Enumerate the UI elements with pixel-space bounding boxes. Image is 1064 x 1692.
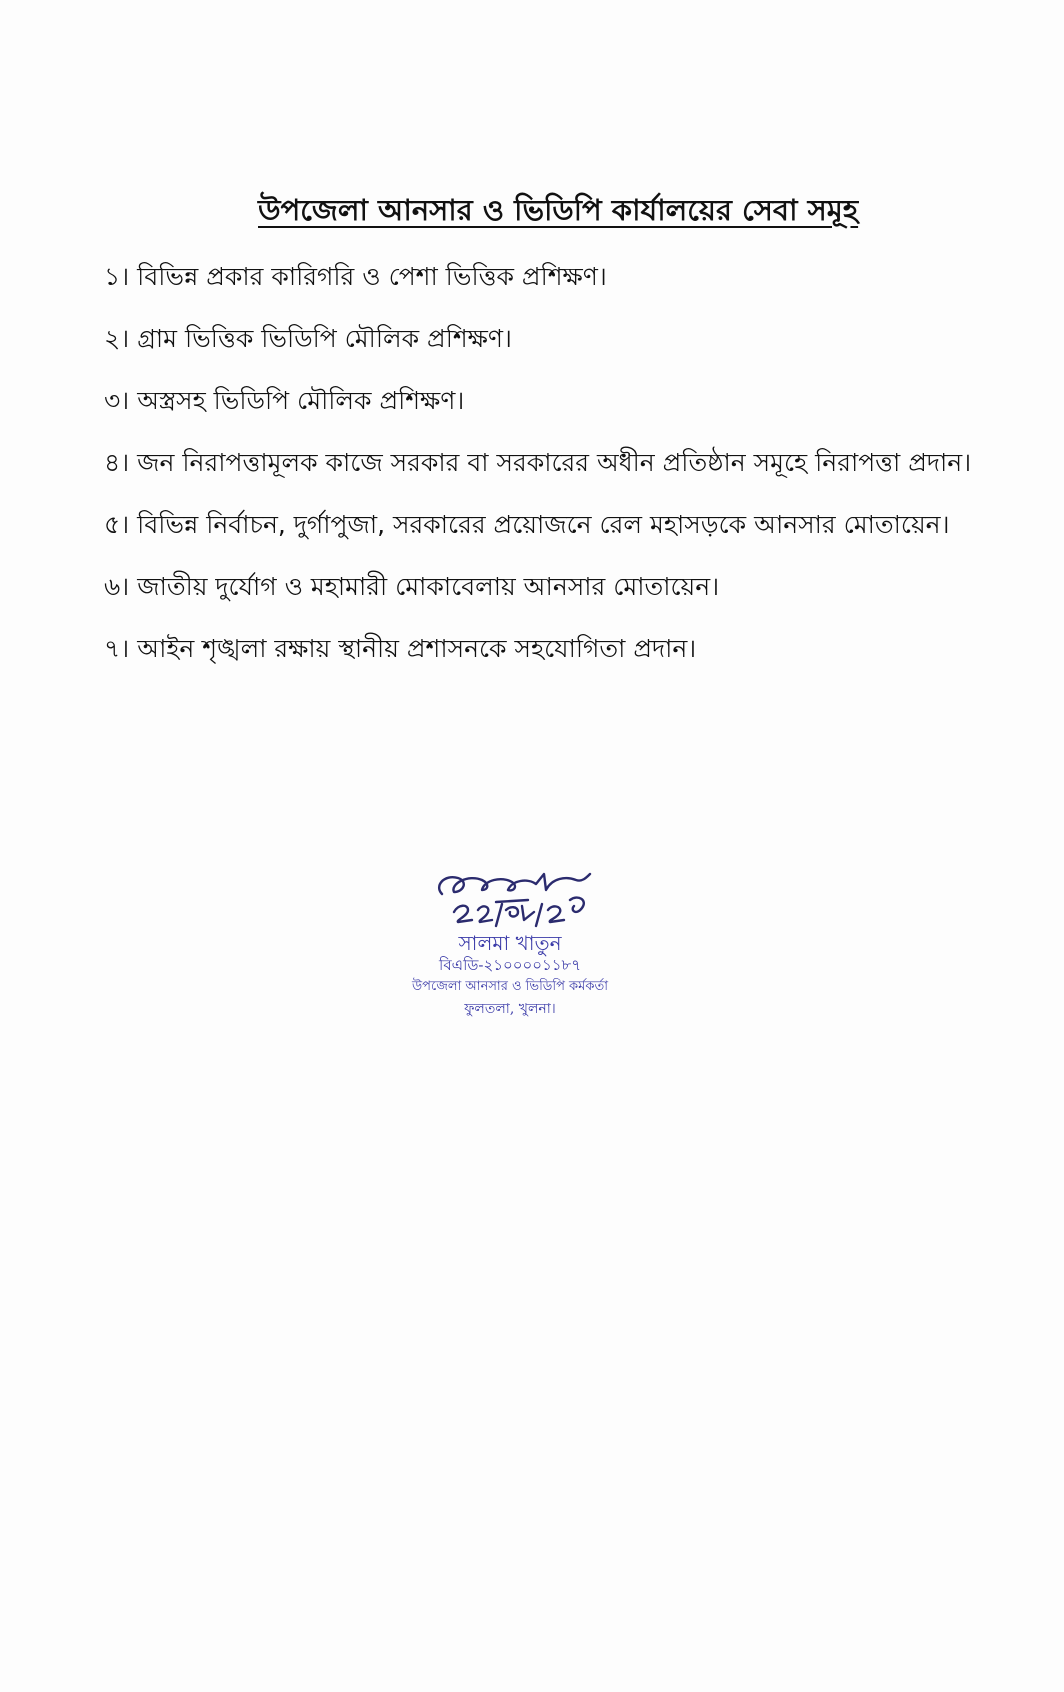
item-number: ৫। — [104, 510, 130, 539]
signature-block — [380, 860, 640, 1020]
document-title: উপজেলা আনসার ও ভিডিপি কার্যালয়ের সেবা সমূহ — [258, 193, 859, 227]
item-number: ৪। — [104, 448, 130, 477]
stamp-bd-number: বিএডি-২১০০০০১১৮৭ — [439, 956, 581, 974]
list-item — [104, 494, 1044, 556]
item-text: বিভিন্ন প্রকার কারিগরি ও পেশা ভিত্তিক প্রশিক্ষণ। — [137, 262, 607, 291]
item-number: ১। — [104, 262, 130, 291]
list-item — [104, 308, 1044, 370]
item-text: জন নিরাপত্তামূলক কাজে সরকার বা সরকারের অধীন প্রতিষ্ঠান সমূহে নিরাপত্তা প্রদান। — [137, 448, 972, 477]
list-item — [104, 246, 1044, 308]
list-item — [104, 432, 1044, 494]
item-text: গ্রাম ভিত্তিক ভিডিপি মৌলিক প্রশিক্ষণ। — [137, 324, 512, 353]
item-number: ৩। — [104, 386, 130, 415]
signature-scrawl — [410, 860, 610, 932]
handwritten-signature — [380, 860, 640, 932]
services-list — [104, 246, 1044, 680]
stamp-name: সালমা খাতুন — [458, 931, 562, 955]
item-text: অস্ত্রসহ ভিডিপি মৌলিক প্রশিক্ষণ। — [137, 386, 465, 415]
list-item — [104, 370, 1044, 432]
item-text: আইন শৃঙ্খলা রক্ষায় স্থানীয় প্রশাসনকে সহযোগিতা প্রদান। — [137, 634, 697, 663]
item-number: ২। — [104, 324, 130, 353]
official-stamp — [380, 932, 640, 1020]
stamp-place: ফুলতলা, খুলনা। — [464, 1001, 556, 1017]
item-text: জাতীয় দুর্যোগ ও মহামারী মোকাবেলায় আনসার মোতায়েন। — [137, 572, 720, 601]
list-item — [104, 618, 1044, 680]
stamp-designation: উপজেলা আনসার ও ভিডিপি কর্মকর্তা — [412, 979, 608, 994]
item-number: ৭। — [104, 634, 130, 663]
list-item — [104, 556, 1044, 618]
item-text: বিভিন্ন নির্বাচন, দুর্গাপুজা, সরকারের প্রয়োজনে রেল মহাসড়কে আনসার মোতায়েন। — [137, 510, 950, 539]
item-number: ৬। — [104, 572, 130, 601]
